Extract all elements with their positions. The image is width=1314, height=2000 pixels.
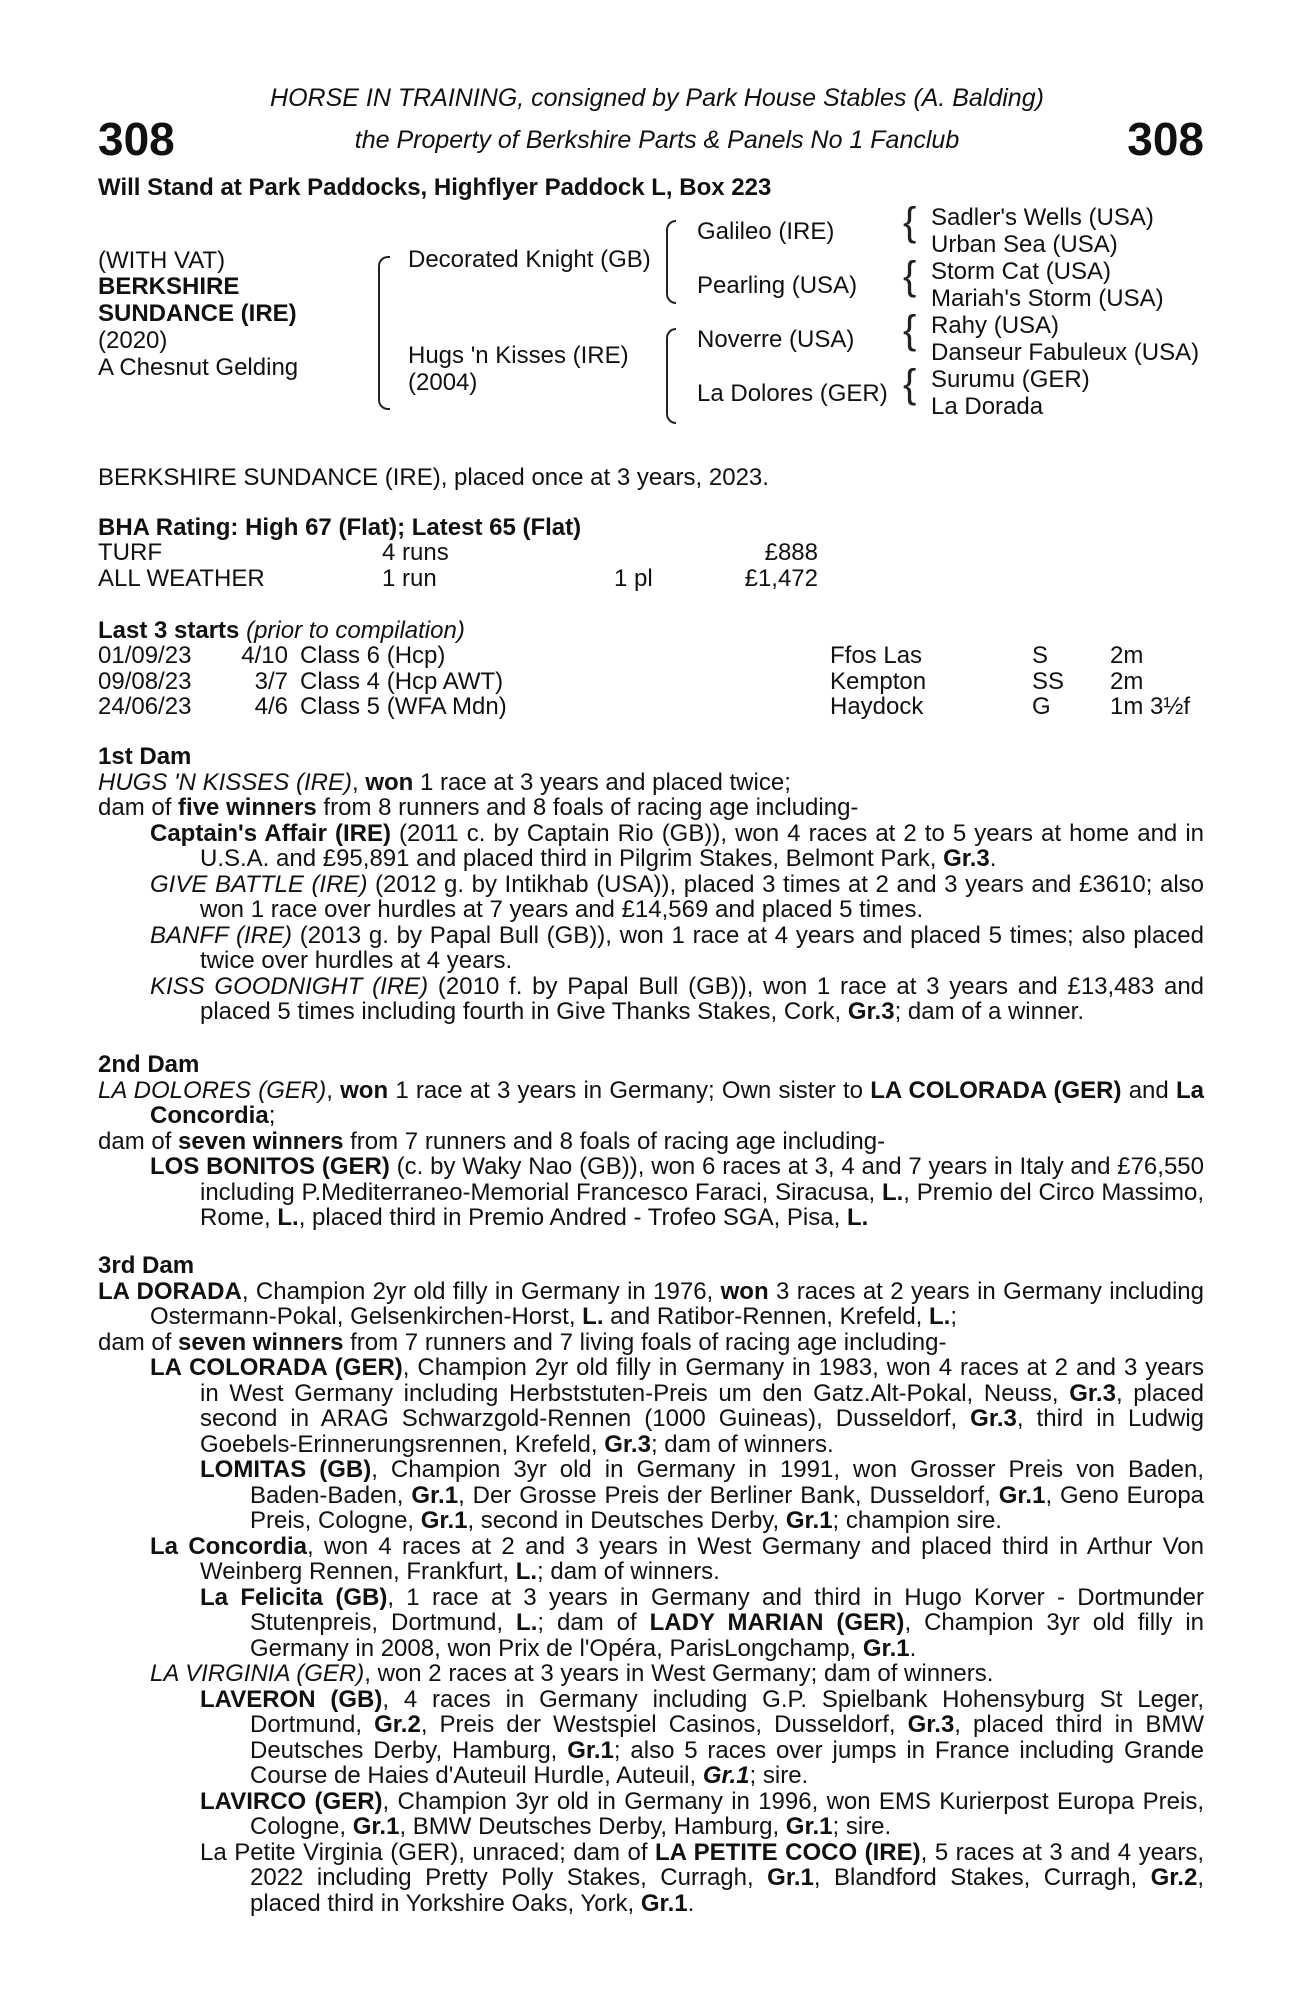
winners-count: five winners	[178, 794, 317, 821]
listed-label: L.	[516, 1609, 538, 1636]
last-starts-note: (prior to compilation)	[246, 617, 465, 644]
progeny-entry	[98, 1661, 1204, 1687]
start-course: Haydock	[830, 693, 924, 720]
start-going: SS	[1032, 667, 1065, 695]
grade-label: Gr.1	[998, 1481, 1046, 1509]
grade-label: Gr.1	[420, 1507, 468, 1534]
start-class: Class 4 (Hcp AWT)	[300, 667, 504, 695]
conjunction-text: and	[1121, 1076, 1176, 1104]
progeny-entry	[98, 974, 1204, 1025]
progeny-text: ; also 5 races over jumps in France including Grande Course de Haies d'Auteuil Hurdle, Auteuil,	[250, 1736, 1204, 1789]
grade-label: Gr.1	[640, 1889, 688, 1917]
pedigree-dam-sire: Noverre (USA)	[697, 326, 855, 353]
progeny-name: LAVIRCO (GER)	[200, 1787, 383, 1815]
pedigree-g7: Surumu (GER)	[931, 366, 1090, 393]
first-dam-produce	[98, 795, 1204, 821]
third-dam-section	[98, 1253, 1204, 1916]
start-going: S	[1032, 642, 1049, 669]
progeny-entry	[98, 872, 1204, 923]
progeny-text: , 1 race at 3 years in Germany and third in Hugo Korver - Dortmunder Stutenpreis, Dortmund,	[250, 1583, 1204, 1636]
record-runs: 1 run	[382, 564, 437, 592]
progeny-entry	[98, 1457, 1204, 1534]
pedigree-g1: Sadler's Wells (USA)	[931, 204, 1154, 231]
won-label: won	[720, 1277, 769, 1305]
progeny-text: La Petite Virginia (GER), unraced; dam of	[200, 1838, 655, 1866]
progeny-text: ; dam of a winner.	[894, 998, 1085, 1025]
pedigree-sire-sire: Galileo (IRE)	[697, 218, 835, 245]
progeny-text: , Blandford Stakes, Curragh,	[813, 1864, 1151, 1891]
progeny-entry	[98, 1355, 1204, 1457]
pedigree-dam: Hugs 'n Kisses (IRE)	[408, 342, 629, 369]
start-date: 09/08/23	[98, 667, 192, 695]
pedigree-dam-year: (2004)	[408, 369, 478, 396]
listed-label: L.	[929, 1303, 951, 1330]
first-dam-text: 1 race at 3 years and placed twice;	[413, 768, 791, 796]
grade-label: Gr.3	[943, 845, 990, 872]
pedigree-brace-sire	[666, 220, 676, 304]
record-earnings: £1,472	[744, 564, 818, 592]
produce-text: from 8 runners and 8 foals of racing age including-	[316, 794, 859, 821]
pedigree-dam-dam: La Dolores (GER)	[697, 380, 888, 407]
listed-label: L.	[277, 1204, 299, 1231]
punctuation: .	[909, 1634, 917, 1662]
progeny-entry	[98, 923, 1204, 974]
start-date: 01/09/23	[98, 642, 192, 669]
progeny-text: (c. by Waky Nao (GB)), won 6 races at 3, 4 and 7 years in Italy and £76,550 including P.Mediterraneo-Memorial Francesco Faraci, Siracusa,	[200, 1153, 1204, 1206]
progeny-name: LOS BONITOS (GER)	[150, 1153, 390, 1180]
progeny-text: (2012 g. by Intikhab (USA)), placed 3 times at 2 and 3 years and £3610; also won 1 race over hurdles at 7 years and £14,569 and placed 5 times.	[200, 870, 1204, 923]
grade-label: Gr.1	[352, 1813, 400, 1840]
progeny-text: , BMW Deutsches Derby, Hamburg,	[399, 1813, 786, 1840]
progeny-entry	[98, 1154, 1204, 1231]
first-dam-heading: 1st Dam	[98, 743, 192, 770]
grade-label: Gr.1	[567, 1736, 614, 1764]
last-starts-title: Last 3 starts	[98, 617, 240, 644]
progeny-text: , 4 races in Germany including G.P. Spielbank Hohensyburg St Leger, Dortmund,	[250, 1685, 1204, 1738]
winners-count: seven winners	[178, 1328, 344, 1356]
table-row	[98, 694, 1206, 720]
sibling-name: LA COLORADA (GER)	[870, 1076, 1122, 1104]
progeny-text: ; champion sire.	[832, 1507, 1002, 1534]
record-placed	[614, 540, 714, 566]
grade-label: Gr.1	[411, 1481, 459, 1509]
listed-label: L.	[515, 1558, 538, 1585]
record-runs: 4 runs	[382, 539, 449, 566]
progeny-name: LA COLORADA (GER)	[150, 1354, 403, 1381]
grade-label: Gr.3	[1069, 1379, 1116, 1407]
record-surface: TURF	[98, 539, 162, 566]
start-course: Ffos Las	[830, 642, 923, 669]
listed-label: L.	[582, 1303, 604, 1330]
lot-number-left: 308	[98, 113, 175, 165]
progeny-name: La Concordia	[150, 1532, 308, 1560]
start-position: 3/7	[254, 667, 288, 695]
punctuation: .	[687, 1889, 695, 1917]
last-starts-table	[98, 643, 1206, 720]
start-distance: 2m	[1110, 667, 1144, 695]
pedigree-g3: Storm Cat (USA)	[931, 258, 1112, 285]
progeny-text: , placed second in ARAG Schwarzgold-Rennen (1000 Guineas), Dusseldorf,	[200, 1379, 1204, 1432]
last-starts-heading	[98, 617, 465, 645]
progeny-name: KISS GOODNIGHT (IRE)	[150, 972, 429, 1000]
progeny-text: , third in Ludwig Goebels-Erinnerungsrennen, Krefeld,	[200, 1405, 1205, 1458]
start-distance: 1m 3½f	[1110, 693, 1191, 720]
record-placed: 1 pl	[614, 564, 653, 592]
progeny-text: (2010 f. by Papal Bull (GB)), won 1 race at 3 years and £13,483 and placed 5 times including fourth in Give Thanks Stakes, Cork,	[200, 972, 1205, 1025]
won-label: won	[340, 1076, 389, 1104]
progeny-entry	[98, 1687, 1204, 1789]
progeny-entry	[98, 1840, 1204, 1917]
third-dam-name: LA DORADA	[98, 1277, 242, 1305]
punctuation: ;	[268, 1102, 276, 1129]
won-label: won	[365, 768, 414, 796]
progeny-name: LOMITAS (GB)	[200, 1456, 372, 1483]
lot-number-right: 308	[1127, 113, 1204, 165]
dam-of-text: dam of	[98, 1127, 179, 1155]
progeny-text: ; dam of	[537, 1609, 650, 1636]
progeny-text: (2013 g. by Papal Bull (GB)), won 1 race at 4 years and placed 5 times; also placed twice over hurdles at 4 years.	[200, 921, 1204, 974]
table-row	[98, 643, 1206, 669]
horse-name-line2: SUNDANCE (IRE)	[98, 300, 297, 327]
progeny-text: , second in Deutsches Derby,	[467, 1507, 786, 1534]
second-dam-section	[98, 1052, 1204, 1231]
grade-label: Gr.1	[785, 1813, 833, 1840]
progeny-text: , Der Grosse Preis der Berliner Bank, Dusseldorf,	[458, 1481, 999, 1509]
first-dam-section	[98, 744, 1204, 1025]
progeny-text: ; sire.	[749, 1762, 809, 1789]
grade-label: Gr.1	[767, 1864, 814, 1891]
progeny-text: (2011 c. by Captain Rio (GB)), won 4 races at 2 to 5 years at home and in U.S.A. and £95,891 and placed third in Pilgrim Stakes, Belmont Park,	[200, 819, 1205, 872]
progeny-text: , Champion 3yr old filly in Germany in 2008, won Prix de l'Opéra, ParisLongchamp,	[250, 1609, 1205, 1662]
table-row	[98, 540, 818, 566]
stand-location: Will Stand at Park Paddocks, Highflyer Paddock L, Box 223	[98, 174, 772, 201]
progeny-text: , Champion 3yr old in Germany in 1991, won Grosser Preis von Baden, Baden-Baden,	[250, 1456, 1205, 1509]
progeny-text: , won 2 races at 3 years in West Germany; dam of winners.	[364, 1660, 994, 1687]
second-dam-record: LA DOLORES (GER), won 1 race at 3 years in Germany; Own sister to LA COLORADA (GER) and La Concordia;	[98, 1076, 1204, 1129]
pedigree-brace-main	[378, 256, 390, 410]
grade-label: Gr.3	[604, 1430, 651, 1458]
race-record-table	[98, 540, 818, 591]
start-class: Class 5 (WFA Mdn)	[300, 693, 507, 720]
second-dam-heading: 2nd Dam	[98, 1051, 200, 1078]
second-dam-produce	[98, 1129, 1204, 1155]
produce-text: from 7 runners and 7 living foals of racing age including-	[343, 1328, 947, 1356]
progeny-text: , Preis der Westspiel Casinos, Dusseldorf,	[420, 1711, 908, 1738]
dam-of-text: dam of	[98, 1328, 179, 1356]
start-position: 4/10	[241, 642, 288, 669]
third-dam-heading: 3rd Dam	[98, 1252, 195, 1279]
table-row	[98, 566, 818, 592]
progeny-name: BANFF (IRE)	[150, 921, 292, 949]
grade-label: Gr.3	[907, 1711, 955, 1738]
first-dam-record: HUGS 'N KISSES (IRE), won 1 race at 3 years and placed twice;	[98, 768, 791, 796]
progeny-text: , placed third in Yorkshire Oaks, York,	[250, 1864, 1204, 1917]
progeny-name: La Felicita (GB)	[200, 1583, 388, 1611]
progeny-text: , placed third in BMW Deutsches Derby, Hamburg,	[250, 1711, 1204, 1764]
third-dam-text: , Champion 2yr old filly in Germany in 1976,	[241, 1277, 721, 1305]
third-dam-produce	[98, 1330, 1204, 1356]
pedigree-g8: La Dorada	[931, 393, 1044, 420]
bha-rating: BHA Rating: High 67 (Flat); Latest 65 (Flat)	[98, 514, 582, 541]
horse-description: A Chesnut Gelding	[98, 354, 299, 381]
progeny-text: , won 4 races at 2 and 3 years in West Germany and placed third in Arthur Von Weinberg Rennen, Frankfurt,	[200, 1532, 1204, 1585]
record-surface: ALL WEATHER	[98, 564, 265, 592]
progeny-name: LA PETITE COCO (IRE)	[655, 1838, 921, 1866]
start-course: Kempton	[830, 667, 927, 695]
table-row	[98, 669, 1206, 695]
progeny-text: ; dam of winners.	[650, 1430, 834, 1458]
grade-label: Gr.1	[862, 1634, 910, 1662]
progeny-text: , Premio del Circo Massimo, Rome,	[200, 1178, 1204, 1231]
third-dam-text: 3 races at 2 years in Germany including Ostermann-Pokal, Gelsenkirchen-Horst,	[150, 1277, 1204, 1330]
race-summary: BERKSHIRE SUNDANCE (IRE), placed once at 3 years, 2023.	[98, 464, 769, 491]
horse-year: (2020)	[98, 327, 168, 354]
progeny-entry	[98, 1534, 1204, 1585]
third-dam-record	[98, 1279, 1204, 1330]
record-earnings: £888	[764, 539, 818, 566]
grade-label: Gr.1	[785, 1507, 833, 1534]
progeny-text: , Champion 3yr old in Germany in 1996, won EMS Kurierpost Europa Preis, Cologne,	[250, 1787, 1204, 1840]
progeny-text: ; dam of winners.	[537, 1558, 720, 1585]
pedigree-brace-g1: {	[903, 200, 917, 244]
sibling-name: La Concordia	[150, 1076, 1204, 1129]
dam-of-text: dam of	[98, 794, 179, 821]
progeny-name: LA VIRGINIA (GER)	[150, 1660, 365, 1687]
start-position: 4/6	[254, 693, 288, 720]
pedigree-sire-dam: Pearling (USA)	[697, 272, 858, 299]
listed-label: L.	[846, 1204, 869, 1231]
grade-label: Gr.3	[847, 998, 895, 1025]
pedigree-brace-g3: {	[903, 308, 917, 352]
progeny-name: GIVE BATTLE (IRE)	[150, 870, 368, 898]
consignor-line: HORSE IN TRAINING, consigned by Park House Stables (A. Balding)	[270, 84, 1044, 112]
progeny-name: Captain's Affair (IRE)	[150, 819, 391, 847]
progeny-text: ; sire.	[832, 1813, 892, 1840]
second-dam-text: 1 race at 3 years in Germany; Own sister to	[388, 1076, 871, 1104]
listed-label: L.	[881, 1178, 904, 1206]
start-going: G	[1032, 693, 1051, 720]
start-date: 24/06/23	[98, 693, 192, 720]
grade-label: Gr.1	[702, 1762, 750, 1789]
progeny-entry	[98, 1585, 1204, 1662]
pedigree-sire: Decorated Knight (GB)	[408, 246, 651, 273]
property-line: the Property of Berkshire Parts & Panels No 1 Fanclub	[354, 126, 960, 154]
pedigree-g2: Urban Sea (USA)	[931, 231, 1118, 258]
progeny-text: .	[989, 845, 997, 872]
pedigree-g6: Danseur Fabuleux (USA)	[931, 339, 1200, 366]
grade-label: Gr.2	[374, 1711, 421, 1738]
first-dam-name: HUGS 'N KISSES (IRE)	[98, 768, 352, 796]
second-dam-name: LA DOLORES (GER)	[98, 1076, 327, 1104]
third-dam-text: and Ratibor-Rennen, Krefeld,	[603, 1303, 930, 1330]
pedigree-g5: Rahy (USA)	[931, 312, 1060, 339]
produce-text: from 7 runners and 8 foals of racing age including-	[343, 1127, 886, 1155]
progeny-text: , placed third in Premio Andred - Trofeo SGA, Pisa,	[298, 1204, 847, 1231]
punctuation: ;	[950, 1303, 958, 1330]
progeny-name: LAVERON (GB)	[200, 1685, 383, 1713]
progeny-text: , Champion 2yr old filly in Germany in 1983, won 4 races at 2 and 3 years in West Germany including Herbststuten-Preis um den Gatz.Alt-Pokal, Neuss,	[200, 1354, 1204, 1407]
grade-label: Gr.2	[1150, 1864, 1198, 1891]
pedigree-brace-g2: {	[903, 254, 917, 298]
start-distance: 2m	[1110, 642, 1144, 669]
progeny-text: , 5 races at 3 and 4 years, 2022 including Pretty Polly Stakes, Curragh,	[250, 1838, 1205, 1891]
pedigree-g4: Mariah's Storm (USA)	[931, 285, 1164, 312]
progeny-text: , Geno Europa Preis, Cologne,	[250, 1481, 1205, 1534]
grade-label: Gr.3	[970, 1405, 1017, 1432]
winners-count: seven winners	[178, 1127, 344, 1155]
vat-label: (WITH VAT)	[98, 247, 226, 274]
start-class: Class 6 (Hcp)	[300, 642, 446, 669]
progeny-entry	[98, 1789, 1204, 1840]
horse-name-line1: BERKSHIRE	[98, 273, 240, 300]
pedigree-brace-g4: {	[903, 362, 917, 406]
progeny-entry	[98, 821, 1204, 872]
pedigree-brace-dam	[666, 328, 676, 424]
progeny-name: LADY MARIAN (GER)	[649, 1609, 905, 1636]
